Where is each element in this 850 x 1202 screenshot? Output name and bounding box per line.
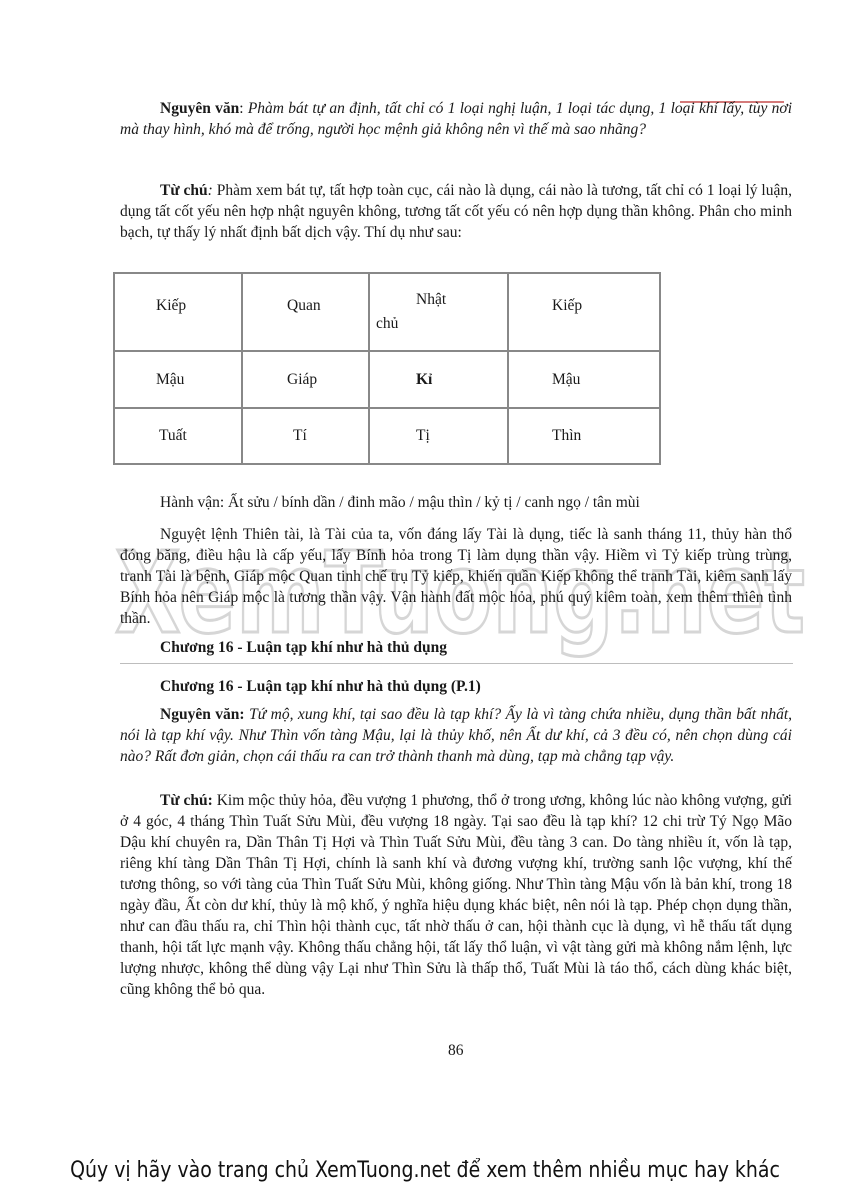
table-cell: Mậu <box>114 351 242 408</box>
label-tu-chu: Từ chú: <box>160 792 213 809</box>
label-separator: : <box>239 100 248 117</box>
tu-chu-text: Phàm xem bát tự, tất hợp toàn cục, cái nào là dụng, cái nào là tương, tất chỉ có 1 loại lý luận, dụng tất cốt yếu nên hợp nhật nguyên không, tương tất cốt yếu có nên hợp dụng thần không. Phân cho minh bạch, tự thấy lý nhất định bất dịch vậy. Thí dụ như sau: <box>120 182 792 241</box>
table-row <box>114 408 660 464</box>
paragraph-tu-chu-2 <box>120 790 792 1000</box>
page-number: 86 <box>448 1042 464 1059</box>
table-cell: Giáp <box>242 351 369 408</box>
hanh-van-line: Hành vận: Ất sửu / bính dần / đinh mão / mậu thìn / kỷ tị / canh ngọ / tân mùi <box>160 494 640 511</box>
bat-tu-table <box>113 272 661 465</box>
label-tu-chu: Từ chú <box>160 182 208 199</box>
paragraph-nguyen-van-1 <box>120 98 792 140</box>
table-cell: Tí <box>242 408 369 464</box>
divider <box>120 663 793 664</box>
nguyen-van-text: Tứ mộ, xung khí, tại sao đều là tạp khí? Ấy là vì tàng chứa nhiều, dụng thần bất nhất, nói là tạp khí vậy. Như Thìn vốn tàng Mậu, lại là thủy khố, nên Ất dư khí, cả 3 đều có, nên chọn dùng cái nào? Rất đơn giản, chọn cái thấu ra can trở thành thanh mà dùng, tạp mà chẳng tạp vậy. <box>120 706 792 765</box>
table-cell: Kiếp <box>508 273 660 351</box>
chapter-subheading: Chương 16 - Luận tạp khí như hà thủ dụng (P.1) <box>160 678 481 695</box>
table-cell <box>369 273 508 351</box>
tu-chu-text: Kim mộc thủy hỏa, đều vượng 1 phương, thổ ở trong ương, không lúc nào không vượng, gửi ở 4 góc, 4 tháng Thìn Tuất Sửu Mùi, đều vượng 18 ngày. Tại sao đều là tạp khí? 12 chi trừ Tý Ngọ Mão Dậu khí chuyên ra, Dần Thân Tị Hợi và Thìn Tuất Sửu Mùi, đều tàng 3 can. Do tàng nhiều ít, vốn là tạp, riêng khí tàng Dần Thân Tị Hợi, chính là sanh khí và đương vượng khí, trường sanh lộc vượng, khí thế tương thông, so với tàng của Thìn Tuất Sửu Mùi, không giống. Như Thìn tàng Mậu vốn là bản khí, trong 18 ngày đầu, Ất còn dư khí, thủy là mộ khố, ý nghĩa hiệu dụng khác biệt, nên nói là tạp. Phép chọn dụng thần, như can đầu thấu ra, chỉ Thìn hội thành cục, tất nhờ thấu ở can, hội thành cục là dụng, vì hễ thấu tất dụng thanh, hội tất lực mạnh vậy. Không thấu chẳng hội, tất lấy thổ luận, vì vật tàng gửi mà không nắm lệnh, lực lượng nhược, không thể dùng vậy Lại như Thìn Sửu là thấp thổ, Tuất Mùi là táo thổ, cách dùng khác biệt, cũng không thể bỏ qua. <box>120 792 792 998</box>
cell-text-line: Nhật <box>416 291 447 308</box>
label-separator: : <box>207 182 217 199</box>
table-row <box>114 351 660 408</box>
footer-banner: Qúy vị hãy vào trang chủ XemTuong.net để xem thêm nhiều mục hay khác <box>70 1158 780 1183</box>
label-nguyen-van: Nguyên văn <box>160 100 240 117</box>
label-nguyen-van: Nguyên văn: <box>160 706 245 723</box>
paragraph-nguyen-van-2 <box>120 704 792 767</box>
table-cell: Kỉ <box>369 351 508 408</box>
paragraph-tu-chu-1 <box>120 180 792 243</box>
table-row <box>114 273 660 351</box>
svg-text:XemTuong.net: XemTuong.net <box>115 529 805 659</box>
paragraph-nguyet-lenh: Nguyệt lệnh Thiên tài, là Tài của ta, vốn đáng lấy Tài là dụng, tiếc là sanh tháng 11, thủy hàn thổ đóng băng, điều hậu là cấp yếu, lấy Bính hỏa trong Tị làm dụng thần vậy. Hiềm vì Tỷ kiếp trùng trùng, tranh Tài là bệnh, Giáp mộc Quan tinh chế trụ Tỷ kiếp, khiến quần Kiếp không thể tranh Tài, kiêm sanh lấy Bính hỏa nên Giáp mộc là tương thần vậy. Vận hành đất mộc hỏa, phú quý kiêm toàn, xem thêm thiên tình thần. <box>120 526 792 627</box>
nguyen-van-text: Phàm bát tự an định, tất chỉ có 1 loại nghị luận, 1 loại tác dụng, 1 loại khí lấy, tùy nơi mà thay hình, khó mà để trống, người học mệnh giả không nên vì thế mà sao nhãng? <box>120 100 792 138</box>
table-cell: Tuất <box>114 408 242 464</box>
table-cell: Tị <box>369 408 508 464</box>
table-cell: Kiếp <box>114 273 242 351</box>
table-cell: Quan <box>242 273 369 351</box>
chapter-heading: Chương 16 - Luận tạp khí như hà thủ dụng <box>160 639 447 656</box>
cell-text-line: chủ <box>376 315 399 332</box>
table-cell: Thìn <box>508 408 660 464</box>
table-cell: Mậu <box>508 351 660 408</box>
